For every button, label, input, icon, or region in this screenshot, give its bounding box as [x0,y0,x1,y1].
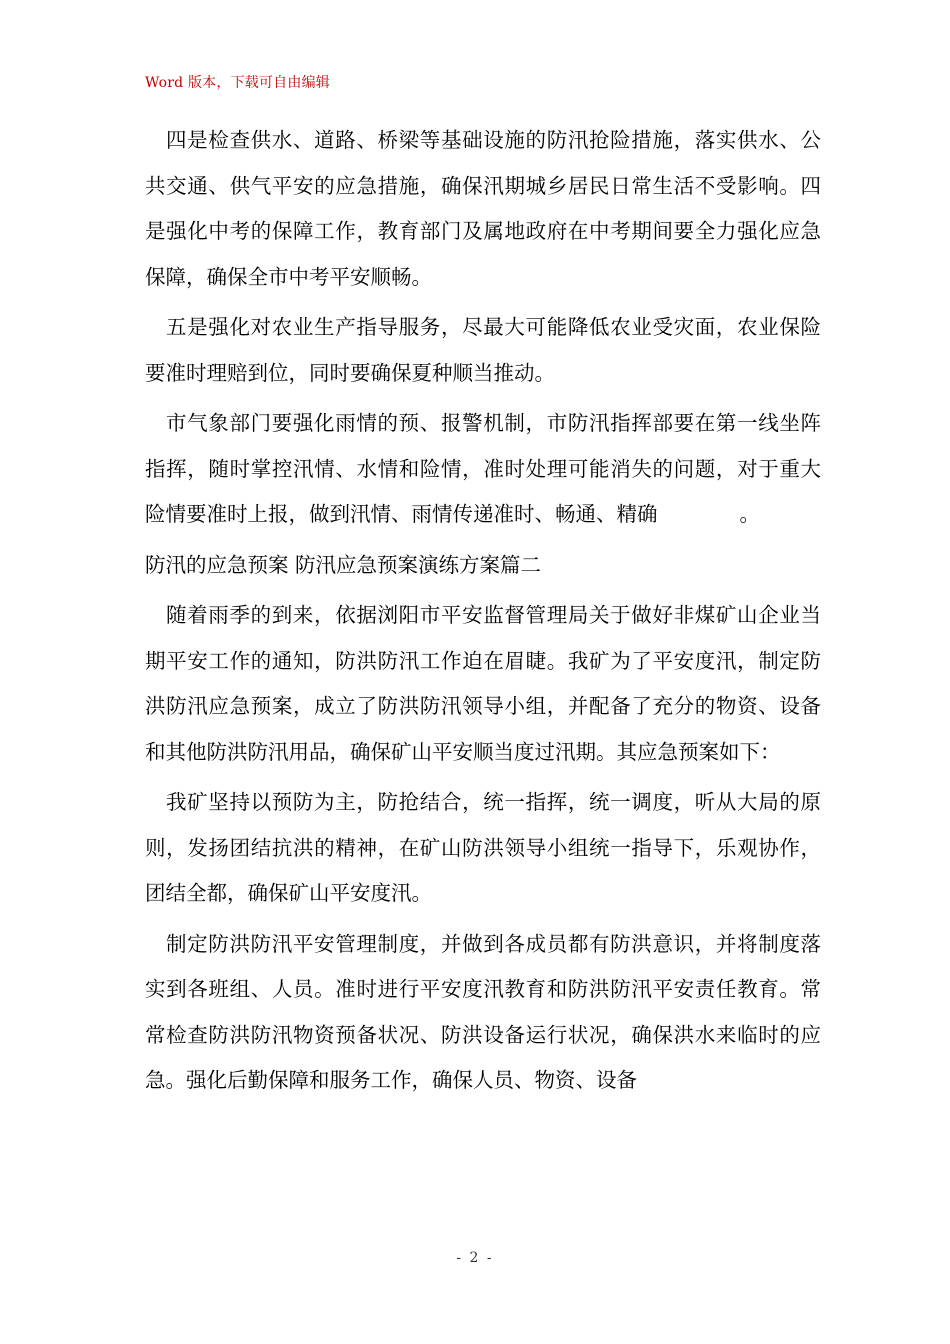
paragraph-meteorology: 市气象部门要强化雨情的预、报警机制，市防汛指挥部要在第一线坐阵指挥，随时掌控汛情、水情和险情，准时处理可能消失的问题，对于重大险情要准时上报，做到汛情、雨情传递准时、畅通、精确 。 [145,411,821,526]
paragraph-infrastructure: 四是检查供水、道路、桥梁等基础设施的防汛抢险措施，落实供水、公共交通、供气平安的应急措施，确保汛期城乡居民日常生活不受影响。四是强化中考的保障工作，教育部门及属地政府在中考期间要全力强化应急保障，确保全市中考平安顺畅。 [145,128,821,289]
paragraph-principles: 我矿坚持以预防为主，防抢结合，统一指挥，统一调度，听从大局的原则，发扬团结抗洪的精神，在矿山防洪领导小组统一指导下，乐观协作，团结全都，确保矿山平安度汛。 [145,790,821,905]
paragraph-rainy-season: 随着雨季的到来，依据浏阳市平安监督管理局关于做好非煤矿山企业当期平安工作的通知，防洪防汛工作迫在眉睫。我矿为了平安度汛，制定防洪防汛应急预案，成立了防洪防汛领导小组，并配备了充分的物资、设备和其他防洪防汛用品，确保矿山平安顺当度过汛期。其应急预案如下： [145,603,821,764]
document-body [145,118,821,1109]
paragraph-management-system: 制定防洪防汛平安管理制度，并做到各成员都有防洪意识，并将制度落实到各班组、人员。准时进行平安度汛教育和防洪防汛平安责任教育。常常检查防洪防汛物资预备状况、防洪设备运行状况，确保洪水来临时的应急。强化后勤保障和服务工作，确保人员、物资、设备 [145,931,821,1092]
page-number: - 2 - [456,1250,494,1266]
section-heading: 防汛的应急预案 防汛应急预案演练方案篇二 [145,552,542,577]
header-note: Word 版本，下载可自由编辑 [145,75,330,91]
paragraph-agriculture: 五是强化对农业生产指导服务，尽最大可能降低农业受灾面，农业保险要准时理赔到位，同时要确保夏种顺当推动。 [145,315,821,385]
